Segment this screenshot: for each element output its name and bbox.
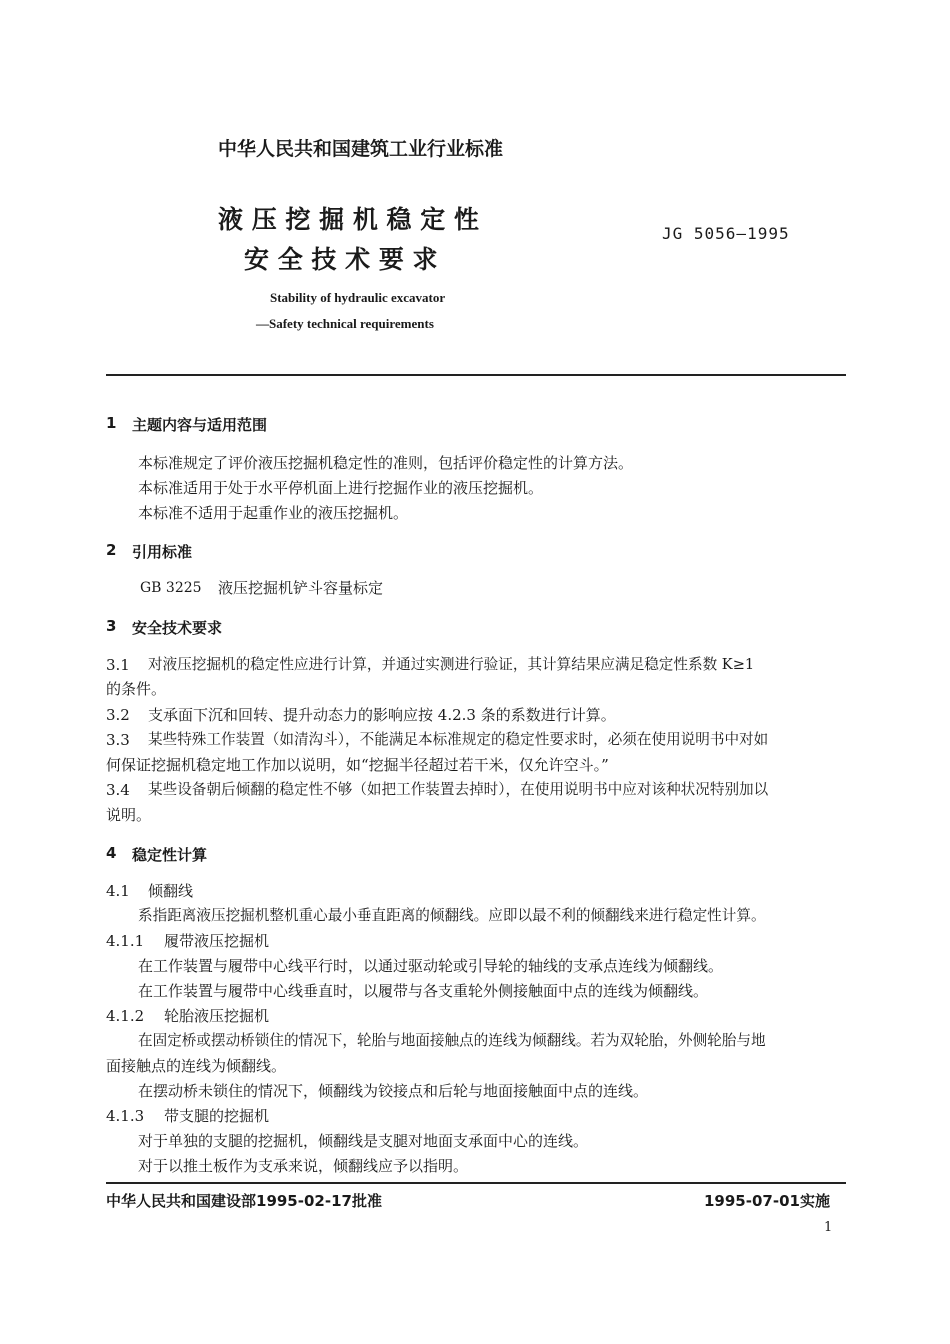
clause-3-3-number: 3.3 bbox=[106, 731, 130, 749]
section-4-number: 4 bbox=[106, 844, 117, 862]
reference-code: GB 3225 bbox=[140, 580, 202, 596]
clause-3-2-text: 支承面下沉和回转、提升动态力的影响应按 4.2.3 条的系数进行计算。 bbox=[148, 706, 616, 724]
clause-4-1-paragraph: 系指距离液压挖掘机整机重心最小垂直距离的倾翻线。应即以最不利的倾翻线来进行稳定性计算。 bbox=[138, 907, 766, 924]
clause-3-1-text: 对液压挖掘机的稳定性应进行计算，并通过实测进行验证，其计算结果应满足稳定性系数 K≥1 bbox=[148, 656, 755, 673]
page-number: 1 bbox=[824, 1220, 833, 1235]
clause-3-1-continuation: 的条件。 bbox=[106, 680, 167, 698]
clause-4-1-2-title: 轮胎液压挖掘机 bbox=[164, 1007, 270, 1025]
header-divider bbox=[106, 374, 846, 376]
section-2-title: 引用标准 bbox=[132, 543, 193, 561]
issuer-title: 中华人民共和国建筑工业行业标准 bbox=[218, 138, 504, 160]
clause-4-1-1-number: 4.1.1 bbox=[106, 932, 145, 950]
english-title-line2: —Safety technical requirements bbox=[256, 316, 434, 331]
clause-3-3-continuation: 何保证挖掘机稳定地工作加以说明，如“挖掘半径超过若干米，仅允许空斗。” bbox=[106, 756, 609, 774]
clause-3-3-text: 某些特殊工作装置（如清沟斗），不能满足本标准规定的稳定性要求时，必须在使用说明书中对如 bbox=[148, 731, 769, 748]
footer-divider bbox=[106, 1182, 846, 1184]
clause-4-1-1-title: 履带液压挖掘机 bbox=[164, 932, 270, 950]
section-1-title: 主题内容与适用范围 bbox=[132, 416, 268, 434]
section-4-title: 稳定性计算 bbox=[132, 846, 208, 864]
clause-4-1-3-paragraph: 对于以推土板作为支承来说，倾翻线应予以指明。 bbox=[138, 1157, 469, 1175]
section-2-number: 2 bbox=[106, 541, 117, 559]
section-3-title: 安全技术要求 bbox=[132, 619, 223, 637]
clause-4-1-3-number: 4.1.3 bbox=[106, 1107, 145, 1125]
clause-3-1-number: 3.1 bbox=[106, 656, 130, 674]
document-title-line1: 液 压 挖 掘 机 稳 定 性 bbox=[218, 205, 479, 234]
document-title-line2: 安 全 技 术 要 求 bbox=[244, 245, 438, 274]
clause-3-2-number: 3.2 bbox=[106, 706, 130, 724]
section-3-number: 3 bbox=[106, 617, 117, 635]
clause-4-1-2-paragraph: 在摆动桥未锁住的情况下，倾翻线为铰接点和后轮与地面接触面中点的连线。 bbox=[138, 1082, 649, 1100]
clause-4-1-title: 倾翻线 bbox=[148, 882, 194, 900]
english-title-line1: Stability of hydraulic excavator bbox=[270, 290, 446, 305]
effective-date: 1995-07-01实施 bbox=[704, 1192, 830, 1210]
clause-4-1-1-paragraph: 在工作装置与履带中心线平行时，以通过驱动轮或引导轮的轴线的支承点连线为倾翻线。 bbox=[138, 957, 724, 975]
clause-3-4-continuation: 说明。 bbox=[106, 806, 152, 824]
clause-4-1-3-title: 带支腿的挖掘机 bbox=[164, 1107, 270, 1125]
standard-code: JG 5056—1995 bbox=[662, 224, 790, 243]
clause-4-1-2-paragraph: 在固定桥或摆动桥锁住的情况下，轮胎与地面接触点的连线为倾翻线。若为双轮胎，外侧轮胎与地 bbox=[138, 1032, 766, 1049]
clause-4-1-number: 4.1 bbox=[106, 882, 130, 900]
clause-3-4-number: 3.4 bbox=[106, 781, 130, 799]
reference-title: 液压挖掘机铲斗容量标定 bbox=[218, 579, 384, 597]
clause-4-1-1-paragraph: 在工作装置与履带中心线垂直时，以履带与各支重轮外侧接触面中点的连线为倾翻线。 bbox=[138, 982, 709, 1000]
clause-3-4-text: 某些设备朝后倾翻的稳定性不够（如把工作装置去掉时），在使用说明书中应对该种状况特别加以 bbox=[148, 781, 769, 798]
clause-4-1-2-number: 4.1.2 bbox=[106, 1007, 145, 1025]
clause-4-1-2-continuation: 面接触点的连线为倾翻线。 bbox=[106, 1057, 287, 1075]
section-1-paragraph: 本标准规定了评价液压挖掘机稳定性的准则，包括评价稳定性的计算方法。 bbox=[138, 454, 634, 472]
approval-line: 中华人民共和国建设部1995-02-17批准 bbox=[106, 1192, 382, 1210]
section-1-paragraph: 本标准不适用于起重作业的液压挖掘机。 bbox=[138, 504, 409, 522]
section-1-number: 1 bbox=[106, 414, 117, 432]
section-1-paragraph: 本标准适用于处于水平停机面上进行挖掘作业的液压挖掘机。 bbox=[138, 479, 544, 497]
clause-4-1-3-paragraph: 对于单独的支腿的挖掘机，倾翻线是支腿对地面支承面中心的连线。 bbox=[138, 1132, 589, 1150]
